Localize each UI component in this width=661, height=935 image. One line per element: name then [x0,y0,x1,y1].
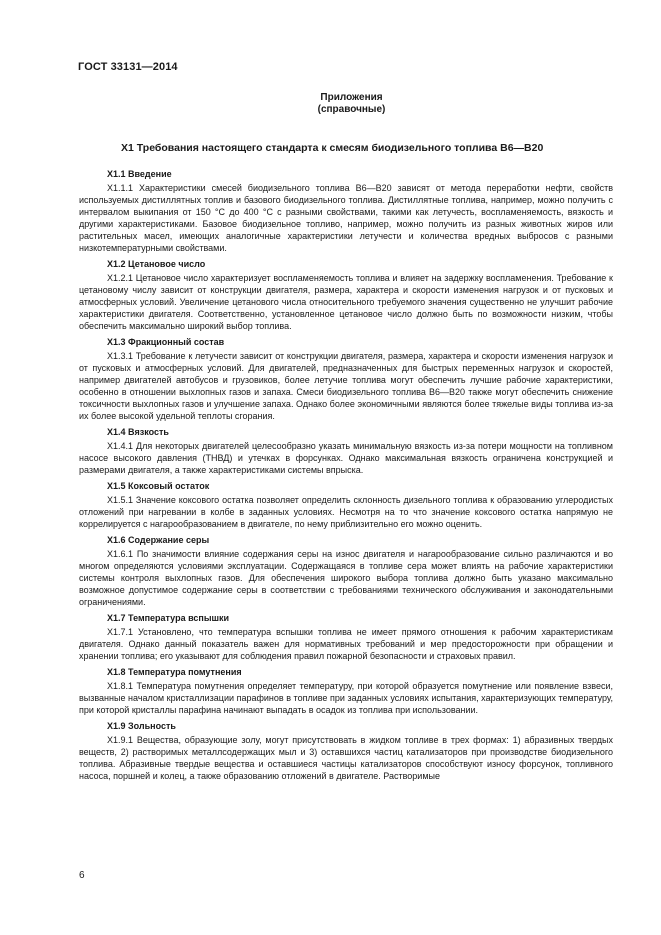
section-paragraph: X1.2.1 Цетановое число характеризует воспламеняемость топлива и влияет на задержку воспламенения. Требование к цетановому числу зависит от конструкции двигателя, размера, характера и скорости изменения нагрузок и от пусковых и атмосферных условий. Увеличение цетанового числа относительного требуемого значения существенно не улучшит рабочие характеристики двигателя. Соответственно, установленное цетановое число должно быть по возможности низким, чтобы обеспечить максимально широкий выбор топлива. [79,273,613,331]
annex-title: X1 Требования настоящего стандарта к смесям биодизельного топлива В6—В20 [121,142,544,154]
section-heading: X1.1 Введение [107,169,172,179]
section-heading: X1.9 Зольность [107,721,176,731]
section-flash-point [79,612,613,662]
document-body [79,168,613,786]
section-carbon-residue [79,480,613,530]
page-number: 6 [79,870,85,881]
section-ash-content [79,720,613,782]
standard-code: ГОСТ 33131—2014 [78,61,178,73]
section-paragraph: X1.3.1 Требование к летучести зависит от конструкции двигателя, размера, характера и скорости изменения нагрузок и от пусковых и атмосферных условий. Для двигателей, предназначенных для быстрых переменных нагрузок и скоростей, например двигателей автобусов и грузовиков, более летучие топлива могут обеспечить лучшие рабочие характеристики, особенно в отношении выхлопных газов и запаха. Смеси биодизельного топлива В6—В20 также могут обеспечить снижение токсичности выхлопных газов и улучшение запаха. Однако более экономичными являются более тяжелые виды топлива из-за их более высокой удельной теплоты сгорания. [79,351,613,421]
section-paragraph: X1.6.1 По значимости влияние содержания серы на износ двигателя и нагарообразование сильно различаются и во многом определяются условиями эксплуатации. Содержащаяся в топливе сера может влиять на рабочие характеристики системы контроля выхлопных газов. Для обеспечения широкого выбора топлива должно быть указано максимально возможное допустимое содержание серы в соответствии с требованиями технического обслуживания и законодательными ограничениями. [79,549,613,607]
section-heading: X1.3 Фракционный состав [107,337,225,347]
section-heading: X1.7 Температура вспышки [107,613,230,623]
section-heading: X1.5 Коксовый остаток [107,481,210,491]
section-paragraph: X1.9.1 Вещества, образующие золу, могут присутствовать в жидком топливе в трех формах: 1) абразивных твердых веществ, 2) растворимых металлсодержащих мыл и 3) оставшихся частиц катализаторов при производстве биодизельного топлива. Абразивные твердые вещества и оставшиеся частицы катализаторов способствуют износу форсунок, топливного насоса, поршней и колец, а также образованию отложений в двигателе. Растворимые [79,735,613,781]
section-cetane-number [79,258,613,332]
section-paragraph: X1.7.1 Установлено, что температура вспышки топлива не имеет прямого отношения к рабочим характеристикам двигателя. Однако данный показатель важен для нормативных требований и мер предосторожности при обращении и хранении топлива; его указывают для соблюдения правил пожарной безопасности и страховых правил. [79,627,613,661]
section-viscosity [79,426,613,476]
section-introduction [79,168,613,254]
section-heading: X1.4 Вязкость [107,427,169,437]
section-distillation [79,336,613,422]
appendix-subtitle: (справочные) [317,104,386,115]
section-paragraph: X1.1.1 Характеристики смесей биодизельного топлива В6—В20 зависят от метода переработки нефти, свойств используемых дистиллятных топлив и базового биодизельного топлива. Дистиллятные топлива, например, можно получить с интервалом выкипания от 150 °C до 400 °C с разными свойствами, такими как летучесть, воспламеняемость, вязкость и другими характеристиками. Базовое биодизельное топливо, например, можно получить из разных животных жиров или растительных масел, имеющих аналогичные характеристики летучести и количества вредных выбросов с разными низкотемпературными свойствами. [79,183,613,253]
section-paragraph: X1.8.1 Температура помутнения определяет температуру, при которой образуется помутнение или появление взвеси, вызванные началом кристаллизации парафинов в топливе при заданных условиях испытания, характеризующих температуру, при которой кристаллы парафина начинают выпадать в осадок из топлива при использовании. [79,681,613,715]
section-cloud-point [79,666,613,716]
section-paragraph: X1.4.1 Для некоторых двигателей целесообразно указать минимальную вязкость из-за потери мощности на топливном насосе высокого давления (ТНВД) и утечках в форсунках. Однако максимальная вязкость ограничена конструкцией и размерами двигателя, а также характеристиками системы впрыска. [79,441,613,475]
section-paragraph: X1.5.1 Значение коксового остатка позволяет определить склонность дизельного топлива к образованию углеродистых отложений при нагревании в колбе в заданных условиях. Несмотря на то что значение коксового остатка напрямую не коррелируется с нагарообразованием в двигателе, по нему приблизительно его можно оценить. [79,495,613,529]
section-heading: X1.2 Цетановое число [107,259,206,269]
section-heading: X1.8 Температура помутнения [107,667,242,677]
appendix-title: Приложения [320,92,383,103]
section-sulfur-content [79,534,613,608]
section-heading: X1.6 Содержание серы [107,535,210,545]
